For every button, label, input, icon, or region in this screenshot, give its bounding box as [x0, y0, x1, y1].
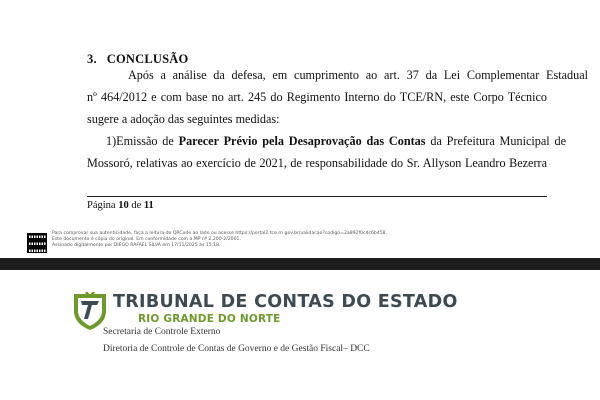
paragraph-line: nº 464/2012 e com base no art. 245 do Regimento Interno do TCE/RN, este Corpo Técnico — [87, 90, 547, 104]
section-number: 3. — [87, 52, 97, 66]
org-name: TRIBUNAL DE CONTAS DO ESTADO — [113, 292, 458, 312]
qr-code-icon[interactable] — [27, 233, 47, 253]
page-separator-band — [0, 258, 600, 270]
footer-rule — [87, 196, 547, 197]
recommendation-emphasis: Parecer Prévio pela Desaprovação das Contas — [178, 134, 426, 148]
section-title: CONCLUSÃO — [106, 52, 189, 66]
division-name: Diretoria de Controle de Contas de Governo e de Gestão Fiscal– DCC — [103, 344, 370, 354]
paragraph-line: Após a análise da defesa, em cumprimento ao art. 37 da Lei Complementar Estadual — [128, 68, 588, 82]
next-page-header — [0, 270, 600, 400]
recommendation-item: 1)Emissão de Parecer Prévio pela Desaprovação das Contas da Prefeitura Municipal de — [106, 134, 566, 148]
paragraph-line: Mossoró, relativas ao exercício de 2021, de responsabilidade do Sr. Allyson Leandro Bezerra — [87, 156, 547, 170]
paragraph-line: sugere a adoção das seguintes medidas: — [87, 112, 280, 126]
authenticity-notice: Para comprovar sua autenticidade, faça a leitura do QRCode ao lado ou acesse https://portal2.tce.rn.gov.br/validacao?codigo=2a892f0c4c6b458. Este documento é cópia do original. Em conformidade com a MP nº 2.200-2/2001. Assinado digitalmente por DIEGO RAFAEL SILVA em 17/11/2025 às 15:18. — [52, 231, 388, 248]
page-number: Página 10 de 11 — [87, 200, 154, 211]
org-state: RIO GRANDE DO NORTE — [138, 313, 281, 325]
tce-rn-shield-logo-icon — [72, 291, 108, 331]
department-name: Secretaria de Controle Externo — [103, 327, 221, 337]
